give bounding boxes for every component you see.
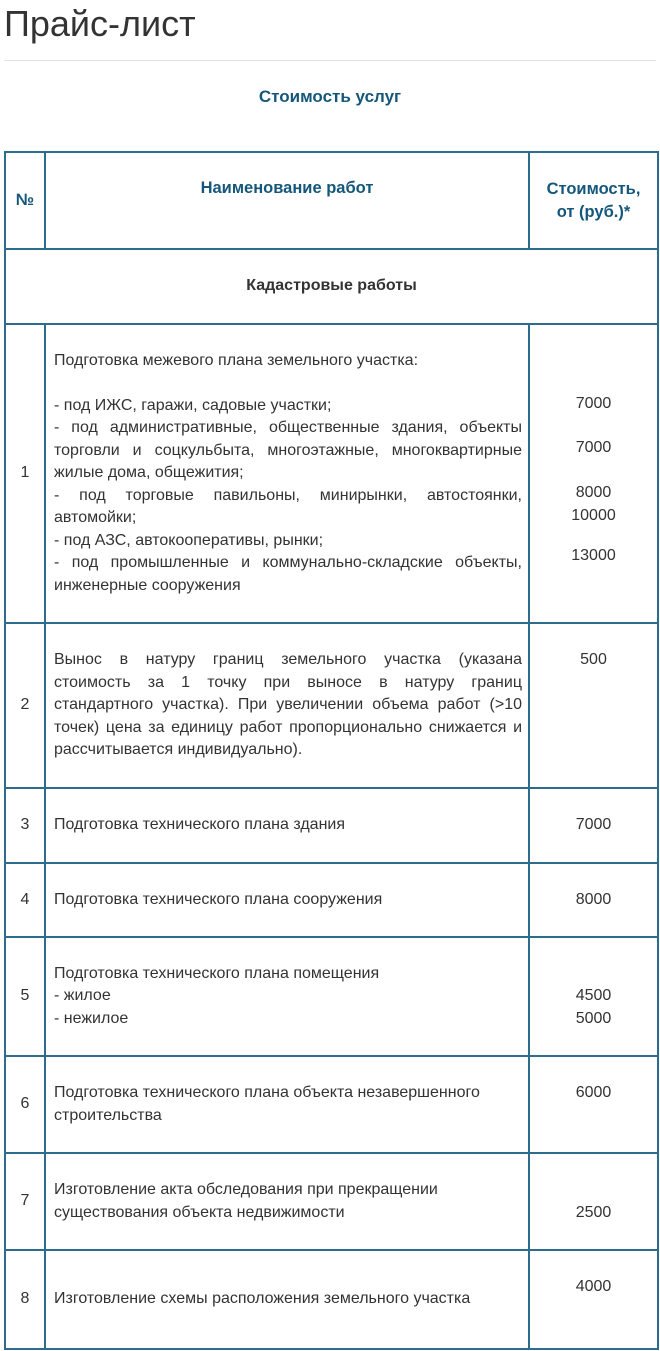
row-name-line: Подготовка межевого плана земельного участка:	[54, 351, 419, 369]
row-name-line: - под административные, общественные здания, объекты торговли и соцкульбыта, многоэтажные, многоквартирные жилые дома, общежития;	[54, 419, 522, 482]
header-name-label: Наименование работ	[200, 179, 374, 197]
row-name-line: - под ИЖС, гаражи, садовые участки;	[54, 396, 332, 414]
row-price-value: 8000	[575, 484, 612, 501]
row-name: Вынос в натуру границ земельного участка (указана стоимость за 1 точку при выносе в натуру границ стандартного участка). При увеличении объема работ (>10 точек) цена за единицу работ пропорционально снижается и рассчитывается индивидуально).	[45, 623, 529, 788]
spacer	[54, 372, 522, 395]
row-price-value: 7000	[575, 439, 612, 456]
header-price	[529, 152, 658, 249]
row-price: 6000	[529, 1056, 658, 1153]
price-table	[4, 151, 659, 1350]
row-name: Подготовка технического плана объекта незавершенного строительства	[45, 1056, 529, 1153]
row-price: 2500	[529, 1153, 658, 1250]
page-subtitle: Стоимость услуг	[258, 87, 402, 106]
table-row	[5, 937, 658, 1056]
header-num: №	[5, 152, 45, 249]
page-title: Прайс-лист	[4, 3, 196, 44]
row-number: 5	[5, 937, 45, 1056]
table-row	[5, 324, 658, 623]
row-name-line: - под торговые павильоны, минирынки, автостоянки, автомойки;	[54, 486, 522, 527]
table-row	[5, 863, 658, 937]
spacer	[530, 963, 657, 986]
row-name	[45, 324, 529, 623]
row-price: 4000	[529, 1250, 658, 1349]
row-price-value: 4500	[575, 987, 612, 1005]
row-name: Подготовка технического плана здания	[45, 788, 529, 863]
header-price-line2: от (руб.)*	[556, 202, 631, 221]
row-name: Изготовление акта обследования при прекращении существования объекта недвижимости	[45, 1153, 529, 1250]
row-name: Подготовка технического плана сооружения	[45, 863, 529, 937]
table-row	[5, 1056, 658, 1153]
row-name-line: - нежилое	[54, 1009, 129, 1027]
row-name	[45, 937, 529, 1056]
table-row	[5, 788, 658, 863]
row-number: 8	[5, 1250, 45, 1349]
table-row	[5, 623, 658, 788]
row-number: 6	[5, 1056, 45, 1153]
row-price	[529, 937, 658, 1056]
row-number: 4	[5, 863, 45, 937]
row-number: 1	[5, 324, 45, 623]
table-row	[5, 1250, 658, 1349]
header-price-line1: Стоимость,	[546, 180, 641, 198]
row-price: 8000	[529, 863, 658, 937]
row-number: 2	[5, 623, 45, 788]
row-name-line: - жилое	[54, 987, 111, 1005]
row-price-value: 13000	[571, 547, 616, 564]
row-price: 500	[529, 623, 658, 788]
row-price-value: 10000	[571, 507, 616, 524]
row-number: 3	[5, 788, 45, 863]
row-price-value: 5000	[575, 1009, 612, 1027]
row-name-line: Подготовка технического плана помещения	[54, 964, 380, 982]
row-price: 7000	[529, 788, 658, 863]
header-name	[45, 152, 529, 249]
section-row	[5, 249, 658, 324]
row-name-line: - под АЗС, автокооперативы, рынки;	[54, 531, 324, 549]
table-row	[5, 1153, 658, 1250]
row-number: 7	[5, 1153, 45, 1250]
title-divider	[4, 60, 656, 61]
row-price-value: 7000	[575, 395, 612, 412]
row-name-line: - под промышленные и коммунально-складские объекты, инженерные сооружения	[54, 554, 522, 594]
table-header-row	[5, 152, 658, 249]
row-price	[529, 324, 658, 623]
row-name: Изготовление схемы расположения земельного участка	[45, 1250, 529, 1349]
section-title: Кадастровые работы	[5, 249, 658, 324]
